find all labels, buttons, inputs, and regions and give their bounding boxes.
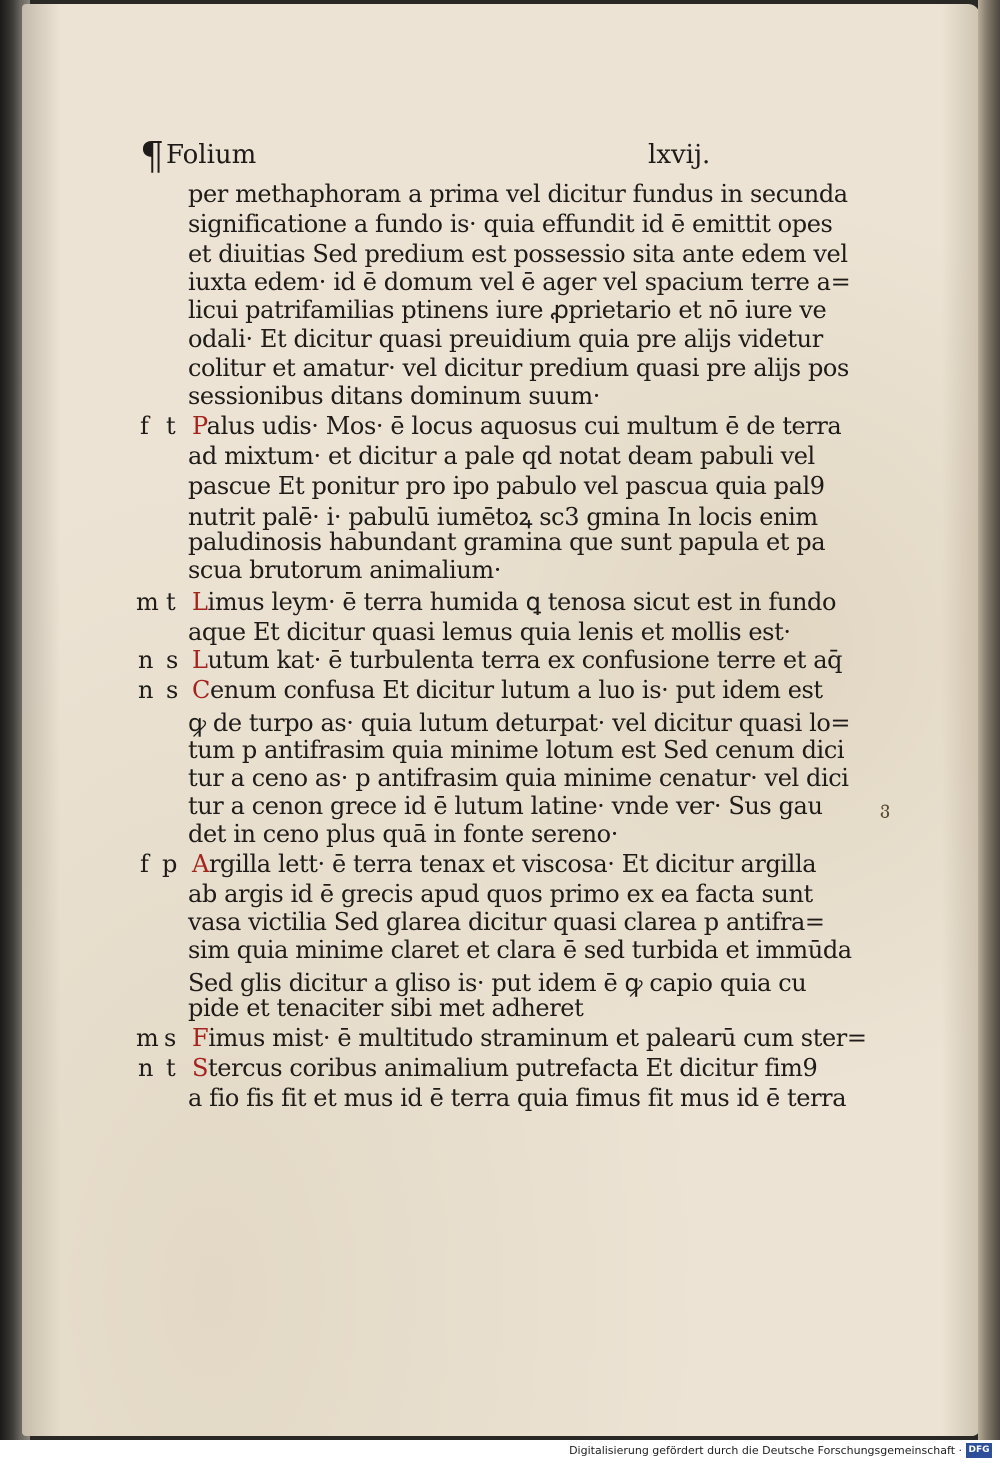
text-line: sessionibus ditans dominum suum· bbox=[188, 382, 600, 410]
margin-mark: s bbox=[164, 1024, 177, 1052]
text-line: licui patrifamilias ptinens iure ꝓprietario et nō iure ve bbox=[188, 296, 827, 324]
rubric-initial: A bbox=[192, 850, 209, 878]
text-line: vasa victilia Sed glarea dicitur quasi clarea p antifra= bbox=[188, 908, 825, 936]
text-line: ab argis id ē grecis apud quos primo ex ea facta sunt bbox=[188, 880, 813, 908]
margin-mark: n bbox=[138, 676, 154, 704]
folio-number: lxvij. bbox=[648, 140, 711, 170]
text-line: per methaphoram a prima vel dicitur fundus in secunda bbox=[188, 180, 848, 208]
text-line: odali· Et dicitur quasi preuidium quia pre alijs videtur bbox=[188, 325, 823, 353]
rubric-initial: L bbox=[192, 588, 208, 616]
margin-mark: s bbox=[166, 676, 179, 704]
text-line-rubric: Argilla lett· ē terra tenax et viscosa· Et dicitur argilla bbox=[192, 850, 817, 878]
text-line-rubric: Limus leym· ē terra humida ꝗ tenosa sicut est in fundo bbox=[192, 588, 837, 616]
text-line: iuxta edem· id ē domum vel ē ager vel spacium terre a= bbox=[188, 268, 851, 296]
pilcrow-icon: ¶ bbox=[140, 134, 165, 178]
text-line: paludinosis habundant gramina que sunt papula et pa bbox=[188, 528, 826, 556]
margin-mark: m bbox=[136, 588, 159, 616]
margin-mark: f bbox=[140, 412, 149, 440]
text-line: pascue Et ponitur pro ipo pabulo vel pascua quia pal9 bbox=[188, 472, 825, 500]
margin-mark: m bbox=[136, 1024, 159, 1052]
text-line: ꝙ de turpo as· quia lutum deturpat· vel dicitur quasi lo= bbox=[188, 709, 851, 737]
margin-mark: t bbox=[166, 1054, 176, 1082]
margin-mark: t bbox=[166, 412, 176, 440]
text-line: tur a cenon grece id ē lutum latine· vnde ver· Sus gau bbox=[188, 792, 823, 820]
text-line: sim quia minime claret et clara ē sed turbida et immūda bbox=[188, 936, 852, 964]
margin-mark: n bbox=[138, 1054, 154, 1082]
margin-mark: p bbox=[162, 850, 178, 878]
text-line: tum p antifrasim quia minime lotum est Sed cenum dici bbox=[188, 736, 845, 764]
text-line-rubric: Stercus coribus animalium putrefacta Et dicitur fim9 bbox=[192, 1054, 818, 1082]
text-line-rubric: Cenum confusa Et dicitur lutum a luo is· put idem est bbox=[192, 676, 823, 704]
footer-credit: Digitalisierung gefördert durch die Deutsche Forschungsgemeinschaft · bbox=[569, 1444, 962, 1457]
margin-mark: n bbox=[138, 646, 154, 674]
text-line-rubric: Palus udis· Mos· ē locus aquosus cui multum ē de terra bbox=[192, 412, 842, 440]
text-line: a fio fis fit et mus id ē terra quia fimus fit mus id ē terra bbox=[188, 1084, 847, 1112]
text-line: tur a ceno as· p antifrasim quia minime cenatur· vel dici bbox=[188, 764, 849, 792]
text-line: colitur et amatur· vel dicitur predium quasi pre alijs pos bbox=[188, 354, 849, 382]
running-header-left: Folium bbox=[166, 140, 257, 170]
margin-mark: t bbox=[166, 588, 176, 616]
text-line: Sed glis dicitur a gliso is· put idem ē ꝙ capio quia cu bbox=[188, 969, 807, 997]
text-line: pide et tenaciter sibi met adheret bbox=[188, 994, 584, 1022]
text-line-rubric: Fimus mist· ē multitudo straminum et palearū cum ster= bbox=[192, 1024, 867, 1052]
text-line: det in ceno plus quā in fonte sereno· bbox=[188, 820, 618, 848]
rubric-initial: P bbox=[192, 412, 207, 440]
ink-annotation-icon: ვ bbox=[880, 798, 891, 819]
margin-mark: s bbox=[166, 646, 179, 674]
text-line: aque Et dicitur quasi lemus quia lenis et mollis est· bbox=[188, 618, 791, 646]
text-line: et diuitias Sed predium est possessio sita ante edem vel bbox=[188, 240, 848, 268]
rubric-initial: F bbox=[192, 1024, 209, 1052]
rubric-initial: S bbox=[192, 1054, 209, 1082]
text-line: nutrit palē· i· pabulū iumētoꝝ sc3 gmina In locis enim bbox=[188, 503, 818, 531]
text-line: ad mixtum· et dicitur a pale qd notat deam pabuli vel bbox=[188, 442, 815, 470]
rubric-initial: L bbox=[192, 646, 208, 674]
margin-mark: f bbox=[140, 850, 149, 878]
text-line-rubric: Lutum kat· ē turbulenta terra ex confusione terre et aq̄ bbox=[192, 646, 843, 674]
dfg-logo: DFG bbox=[966, 1443, 992, 1458]
text-line: significatione a fundo is· quia effundit id ē emittit opes bbox=[188, 210, 833, 238]
text-line: scua brutorum animalium· bbox=[188, 556, 501, 584]
rubric-initial: C bbox=[192, 676, 210, 704]
